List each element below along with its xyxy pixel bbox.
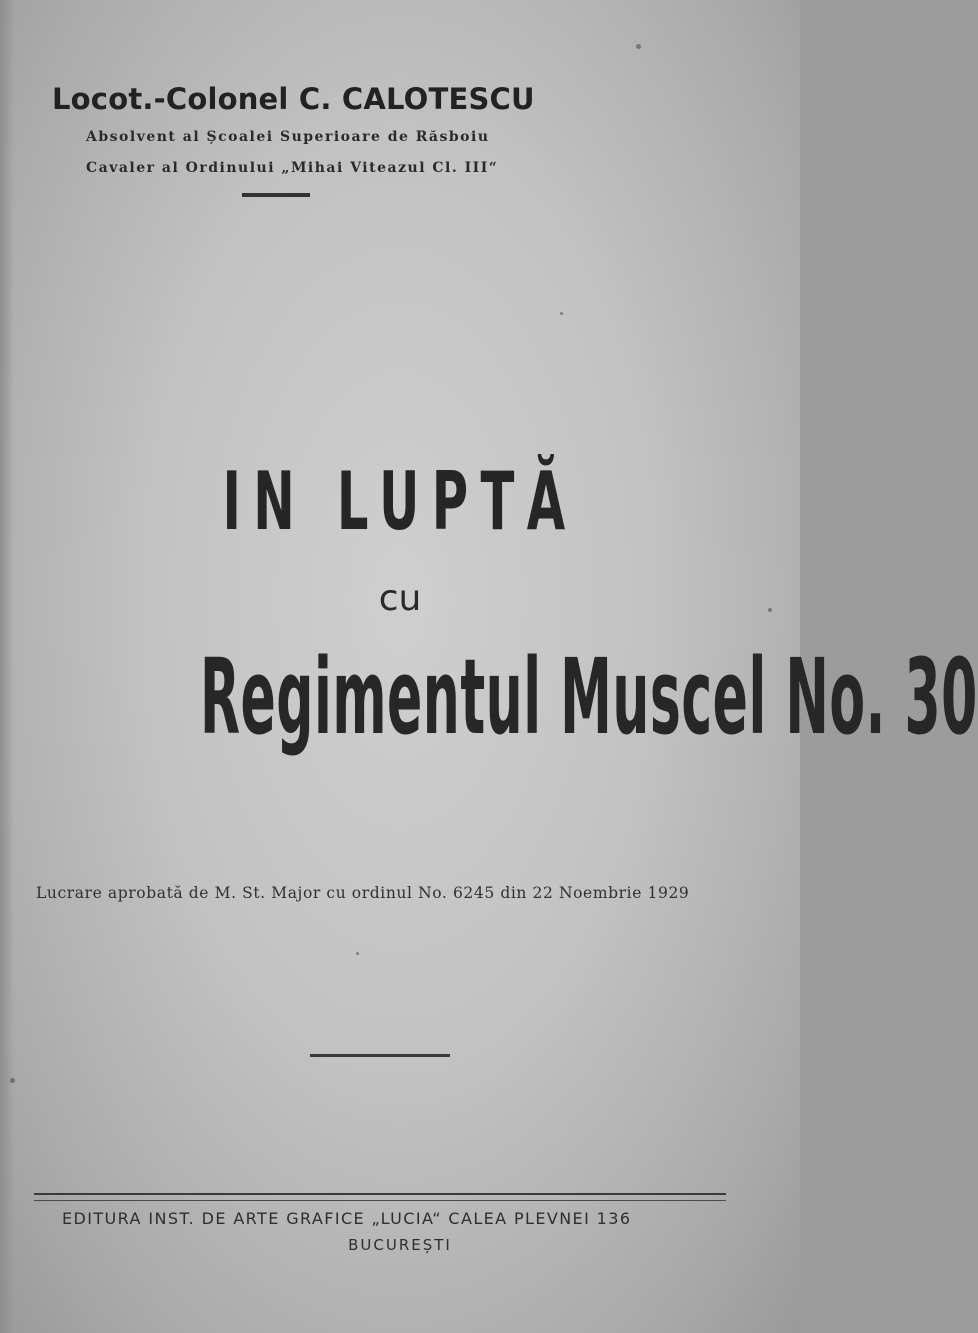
approval-note: Lucrare aprobată de M. St. Major cu ordinul No. 6245 din 22 Noembrie 1929 xyxy=(36,884,690,902)
paper-speck xyxy=(560,312,563,315)
author-credential-school: Absolvent al Școalei Superioare de Răsboiu xyxy=(86,129,490,145)
book-subtitle: Regimentul Muscel No. 30 xyxy=(200,636,978,758)
paper-speck xyxy=(356,952,359,955)
book-title-connector: cu xyxy=(378,578,422,619)
publisher-rule-thin xyxy=(34,1200,726,1201)
paper-speck xyxy=(10,1078,15,1083)
author-name: Locot.-Colonel C. CALOTESCU xyxy=(52,82,535,116)
author-credential-order: Cavaler al Ordinului „Mihai Viteazul Cl. III“ xyxy=(86,160,499,176)
publisher-city: BUCUREȘTI xyxy=(348,1236,452,1254)
book-title: IN LUPTĂ xyxy=(222,455,578,548)
divider-rule xyxy=(242,193,310,197)
publisher-line: EDITURA INST. DE ARTE GRAFICE „LUCIA“ CALEA PLEVNEI 136 xyxy=(62,1209,632,1228)
publisher-rule-thick xyxy=(34,1193,726,1195)
divider-rule xyxy=(310,1054,450,1057)
page-edge-shadow xyxy=(0,0,14,1333)
paper-speck xyxy=(636,44,641,49)
